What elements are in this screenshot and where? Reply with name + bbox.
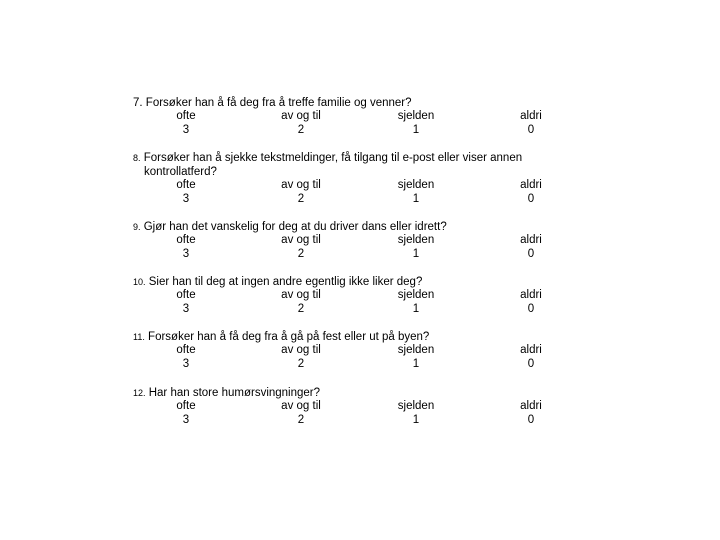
question-12 <box>133 386 573 427</box>
score-aldri: 0 <box>527 123 535 136</box>
score-av-og-til: 2 <box>297 302 305 315</box>
question-number: 12. <box>133 388 146 398</box>
label-aldri: aldri <box>520 400 542 412</box>
label-aldri: aldri <box>520 110 542 122</box>
score-sjelden: 1 <box>412 413 420 426</box>
label-aldri: aldri <box>520 344 542 356</box>
score-row <box>133 124 573 138</box>
label-ofte: ofte <box>176 289 196 301</box>
answer-labels-row <box>133 289 573 303</box>
label-aldri: aldri <box>520 179 542 191</box>
question-number: 10. <box>133 277 146 287</box>
answer-labels-row <box>133 110 573 124</box>
label-ofte: ofte <box>176 179 196 191</box>
score-row <box>133 303 573 317</box>
question-text-continuation: kontrollatferd? <box>144 166 217 178</box>
label-av-og-til: av og til <box>281 344 321 356</box>
label-ofte: ofte <box>176 344 196 356</box>
score-av-og-til: 2 <box>297 123 305 136</box>
answer-labels-row <box>133 234 573 248</box>
label-av-og-til: av og til <box>281 400 321 412</box>
label-ofte: ofte <box>176 110 196 122</box>
question-text: Har han store humørsvingninger? <box>148 387 321 399</box>
question-number: 8. <box>133 153 141 163</box>
score-sjelden: 1 <box>412 357 420 370</box>
label-ofte: ofte <box>176 400 196 412</box>
question-text: Forsøker han å få deg fra å treffe familie og venner? <box>145 97 412 109</box>
label-sjelden: sjelden <box>397 289 435 301</box>
score-aldri: 0 <box>527 302 535 315</box>
label-sjelden: sjelden <box>397 400 435 412</box>
score-ofte: 3 <box>182 192 190 205</box>
question-11 <box>133 330 573 371</box>
score-row <box>133 193 573 207</box>
score-ofte: 3 <box>182 302 190 315</box>
label-sjelden: sjelden <box>397 234 435 246</box>
score-av-og-til: 2 <box>297 192 305 205</box>
score-sjelden: 1 <box>412 302 420 315</box>
question-text: Forsøker han å sjekke tekstmeldinger, få tilgang til e-post eller viser annen <box>143 152 523 164</box>
question-text: Forsøker han å få deg fra å gå på fest eller ut på byen? <box>148 331 430 343</box>
question-number: 11. <box>133 332 145 342</box>
score-row <box>133 358 573 372</box>
question-text-line <box>133 151 573 165</box>
question-text: Gjør han det vanskelig for deg at du driver dans eller idrett? <box>143 221 447 233</box>
question-text: Sier han til deg at ingen andre egentlig ikke liker deg? <box>148 276 423 288</box>
score-ofte: 3 <box>182 357 190 370</box>
score-aldri: 0 <box>527 247 535 260</box>
score-av-og-til: 2 <box>297 247 305 260</box>
score-aldri: 0 <box>527 413 535 426</box>
question-text-line <box>133 96 573 110</box>
label-ofte: ofte <box>176 234 196 246</box>
label-sjelden: sjelden <box>397 344 435 356</box>
question-9 <box>133 220 573 261</box>
score-aldri: 0 <box>527 192 535 205</box>
label-aldri: aldri <box>520 289 542 301</box>
label-av-og-til: av og til <box>281 234 321 246</box>
score-ofte: 3 <box>182 247 190 260</box>
score-sjelden: 1 <box>412 192 420 205</box>
score-ofte: 3 <box>182 123 190 136</box>
answer-labels-row <box>133 344 573 358</box>
score-sjelden: 1 <box>412 247 420 260</box>
question-8 <box>133 151 573 206</box>
label-av-og-til: av og til <box>281 110 321 122</box>
label-av-og-til: av og til <box>281 289 321 301</box>
question-10 <box>133 275 573 316</box>
question-text-line <box>133 220 573 234</box>
score-ofte: 3 <box>182 413 190 426</box>
question-number: 9. <box>133 222 141 232</box>
label-aldri: aldri <box>520 234 542 246</box>
question-text-line <box>133 330 573 344</box>
question-7 <box>133 96 573 137</box>
question-number: 7. <box>133 97 143 109</box>
question-text-line <box>133 386 573 400</box>
score-row <box>133 248 573 262</box>
answer-labels-row <box>133 179 573 193</box>
answer-labels-row <box>133 400 573 414</box>
score-sjelden: 1 <box>412 123 420 136</box>
score-aldri: 0 <box>527 357 535 370</box>
label-sjelden: sjelden <box>397 110 435 122</box>
label-sjelden: sjelden <box>397 179 435 191</box>
score-row <box>133 414 573 428</box>
score-av-og-til: 2 <box>297 413 305 426</box>
label-av-og-til: av og til <box>281 179 321 191</box>
question-text-line <box>133 275 573 289</box>
score-av-og-til: 2 <box>297 357 305 370</box>
